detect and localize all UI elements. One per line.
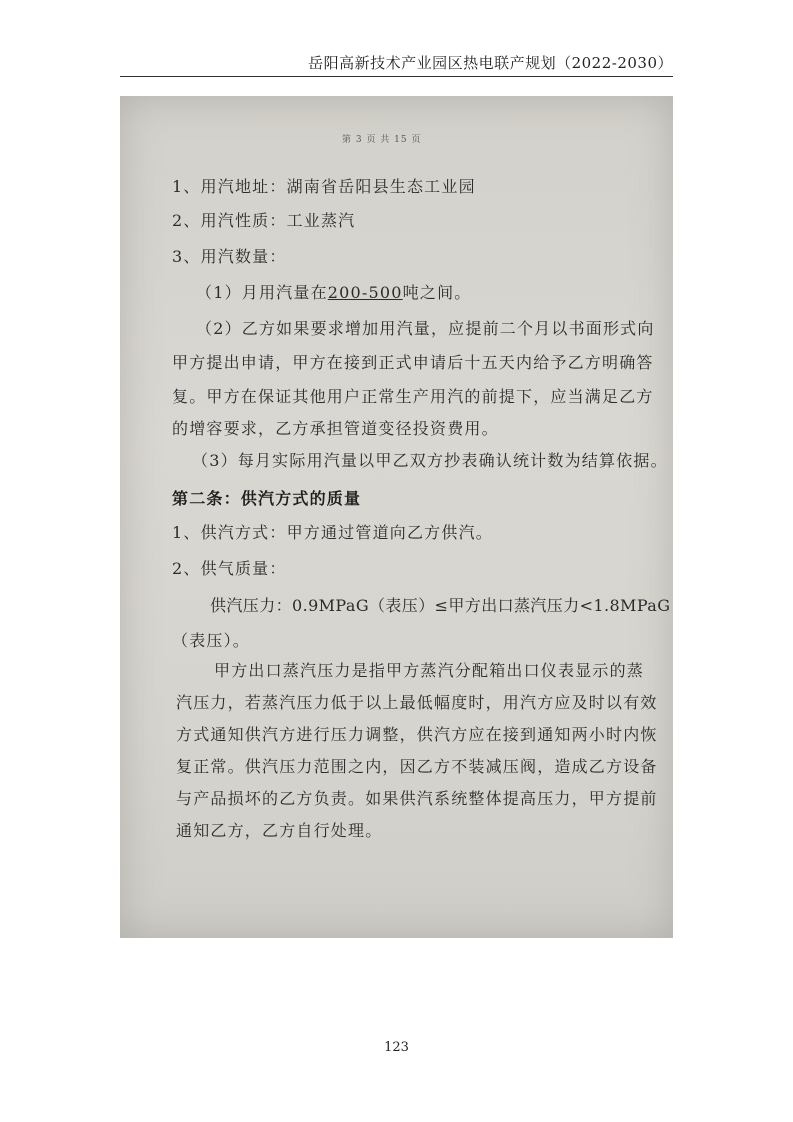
line-usage-nature: 2、用汽性质：工业蒸汽 [172, 211, 356, 230]
scanned-page-photo [120, 96, 673, 938]
paragraph-line: 甲方提出申请，甲方在接到正式申请后十五天内给予乙方明确答 [172, 353, 654, 372]
paragraph-line: （3）每月实际用汽量以甲乙双方抄表确认统计数为结算依据。 [192, 451, 668, 470]
page-marker: 第 3 页 共 15 页 [342, 135, 422, 145]
paragraph-line: 的增容要求，乙方承担管道变径投资费用。 [172, 419, 499, 438]
monthly-volume-suffix: 吨之间。 [402, 283, 472, 302]
line-usage-address: 1、用汽地址：湖南省岳阳县生态工业园 [172, 177, 476, 196]
line-usage-quantity: 3、用汽数量： [172, 247, 287, 266]
document-header: 岳阳高新技术产业园区热电联产规划（2022-2030） [308, 54, 673, 72]
line-pressure-note: （表压）。 [172, 631, 251, 650]
line-pressure-range: 供汽压力：0.9MPaG（表压）≤甲方出口蒸汽压力<1.8MPaG [210, 596, 671, 615]
paragraph-line: 甲方出口蒸汽压力是指甲方蒸汽分配箱出口仪表显示的蒸 [214, 661, 645, 680]
line-supply-method: 1、供汽方式：甲方通过管道向乙方供汽。 [172, 523, 493, 542]
paragraph-line: 汽压力，若蒸汽压力低于以上最低幅度时，用汽方应及时以有效 [176, 693, 658, 712]
section-heading: 第二条：供汽方式的质量 [172, 489, 362, 508]
paragraph-line: 方式通知供汽方进行压力调整，供汽方应在接到通知两小时内恢 [176, 725, 658, 744]
paragraph-line: （2）乙方如果要求增加用汽量，应提前二个月以书面形式向 [196, 319, 655, 338]
paragraph-line: 通知乙方，乙方自行处理。 [176, 821, 383, 840]
monthly-volume-prefix: （1）月用汽量在 [196, 283, 328, 302]
line-supply-quality: 2、供气质量： [172, 559, 287, 578]
page-number: 123 [384, 1040, 409, 1055]
header-rule [120, 76, 673, 77]
monthly-volume-amount: 200-500 [327, 283, 403, 302]
paragraph-line: 复。甲方在保证其他用户正常生产用汽的前提下，应当满足乙方 [172, 387, 654, 406]
paragraph-line: 与产品损坏的乙方负责。如果供汽系统整体提高压力，甲方提前 [176, 789, 658, 808]
line-monthly-volume [196, 280, 471, 303]
paragraph-line: 复正常。供汽压力范围之内，因乙方不装减压阀，造成乙方设备 [176, 757, 658, 776]
